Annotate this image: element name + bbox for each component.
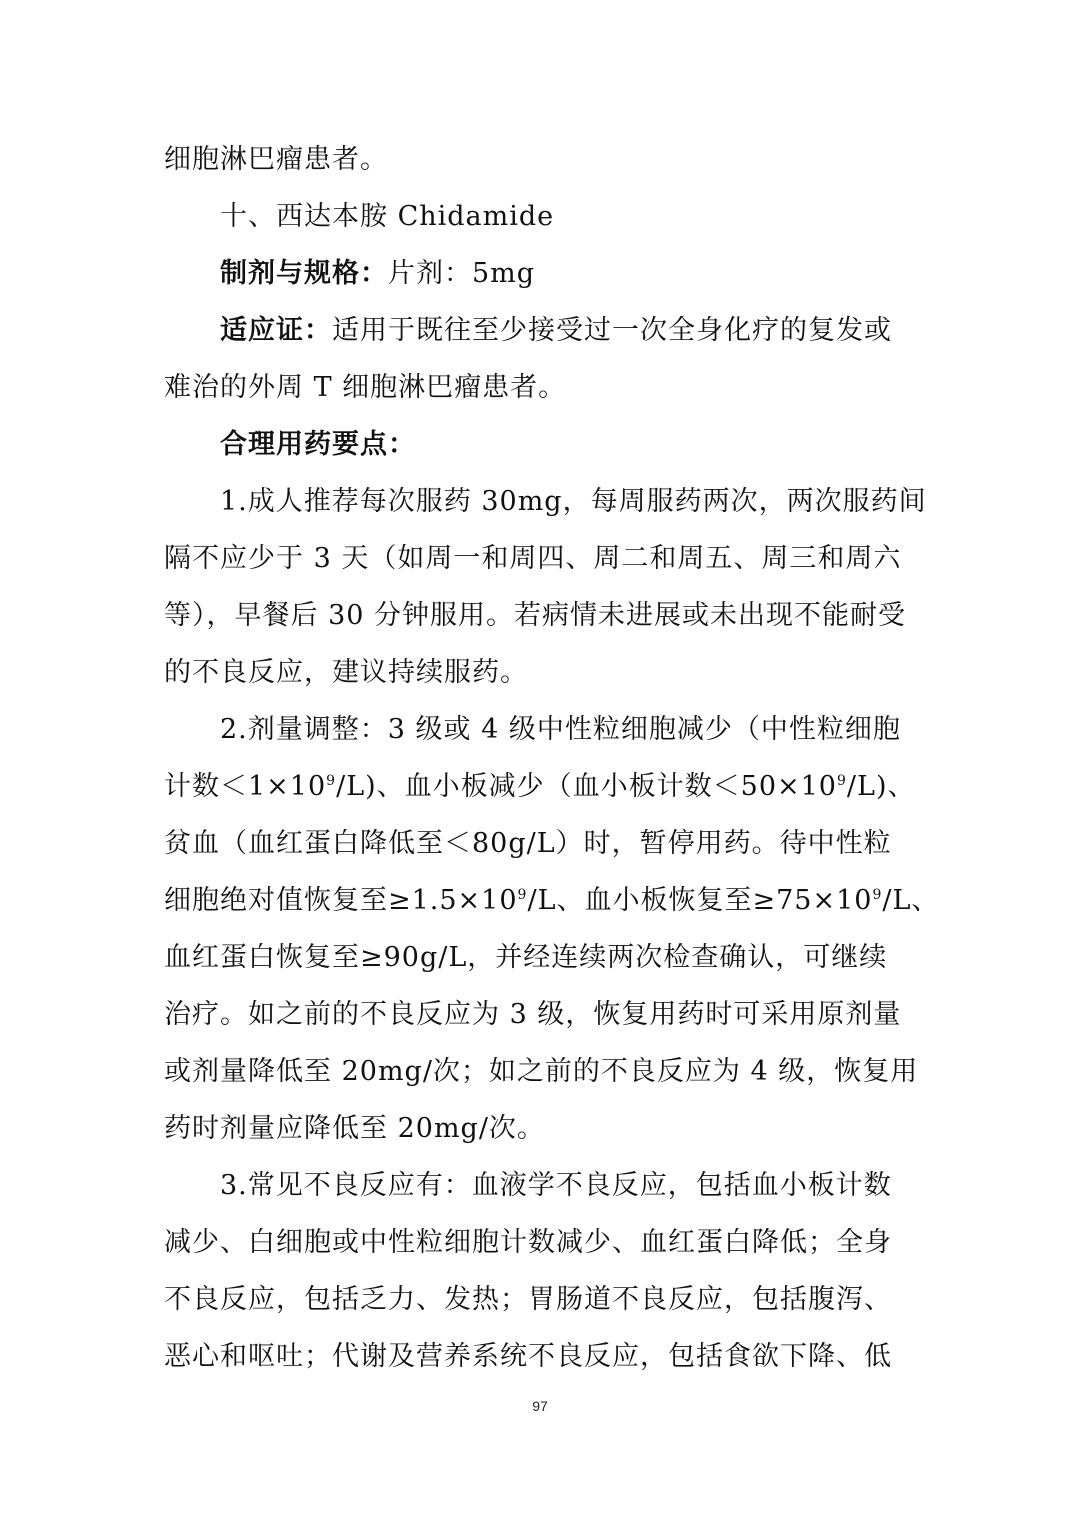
superscript: 9: [517, 887, 528, 903]
text-line: 等），早餐后 30 分钟服用。若病情未进展或未出现不能耐受: [164, 600, 907, 631]
line-text: /L、: [882, 885, 940, 916]
text-line: 1.成人推荐每次服药 30mg，每周服药两次，两次服药间: [220, 486, 927, 517]
line-text: /L)、血小板减少（血小板计数＜50×10: [336, 771, 837, 802]
text-line: 减少、白细胞或中性粒细胞计数减少、血红蛋白降低；全身: [164, 1227, 892, 1258]
text-line: 或剂量降低至 20mg/次；如之前的不良反应为 4 级，恢复用: [164, 1056, 919, 1087]
bold-label: 适应证：: [220, 315, 332, 346]
text-line: 2.剂量调整：3 级或 4 级中性粒细胞减少（中性粒细胞: [220, 714, 901, 745]
text-line: [220, 311, 892, 351]
text-line: 细胞淋巴瘤患者。: [164, 144, 388, 175]
text-line: 血红蛋白恢复至≥90g/L，并经连续两次检查确认，可继续: [164, 942, 888, 973]
superscript: 9: [837, 773, 847, 789]
line-text: 片剂：5mg: [388, 258, 536, 289]
text-line: 恶心和呕吐；代谢及营养系统不良反应，包括食欲下降、低: [164, 1341, 892, 1372]
bold-heading: 合理用药要点：: [220, 429, 416, 460]
line-text: /L、血小板恢复至≥75×10: [527, 885, 873, 916]
text-line: 隔不应少于 3 天（如周一和周四、周二和周五、周三和周六: [164, 543, 902, 574]
superscript: 9: [326, 773, 337, 789]
text-line: 3.常见不良反应有：血液学不良反应，包括血小板计数: [220, 1170, 892, 1201]
text-line: 的不良反应，建议持续服药。: [164, 657, 528, 688]
line-text: 细胞绝对值恢复至≥1.5×10: [164, 885, 518, 916]
text-line: 难治的外周 T 细胞淋巴瘤患者。: [164, 372, 567, 403]
line-text: 适用于既往至少接受过一次全身化疗的复发或: [332, 315, 892, 346]
text-line: [220, 254, 535, 294]
text-line: 治疗。如之前的不良反应为 3 级，恢复用药时可采用原剂量: [164, 999, 902, 1030]
text-line: [164, 881, 939, 921]
page-number: 97: [532, 1398, 548, 1414]
superscript: 9: [872, 887, 883, 903]
text-line: 不良反应，包括乏力、发热；胃肠道不良反应，包括腹泻、: [164, 1284, 892, 1315]
section-heading: 十、西达本胺 Chidamide: [220, 201, 555, 232]
text-line: 药时剂量应降低至 20mg/次。: [164, 1113, 545, 1144]
text-line: [164, 767, 915, 807]
line-text: /L)、: [846, 771, 916, 802]
line-text: 计数＜1×10: [164, 771, 327, 802]
text-line: 贫血（血红蛋白降低至＜80g/L）时，暂停用药。待中性粒: [164, 828, 892, 859]
bold-label: 制剂与规格：: [220, 258, 388, 289]
